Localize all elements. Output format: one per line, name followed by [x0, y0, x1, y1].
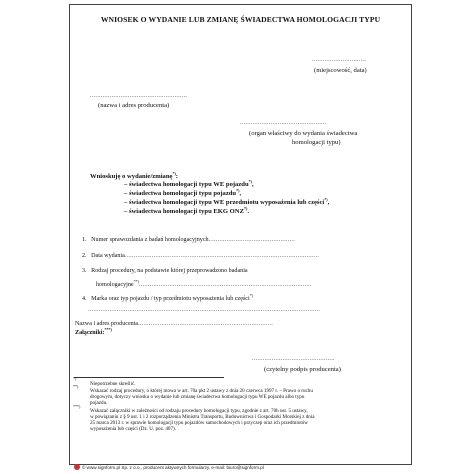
option-punct: , [327, 199, 330, 206]
footnote-mark-text: ***) [73, 404, 81, 409]
field-number: 2. [82, 253, 87, 259]
field-issue-date[interactable] [82, 253, 319, 259]
field-make-type [82, 293, 254, 302]
field-report-number[interactable] [82, 237, 295, 243]
footnote-3-line4: wyposażenia lub części (Dz. U. poz. 407). [90, 426, 176, 432]
producer-caption: (nazwa i adres producenta) [98, 102, 170, 109]
producer-address-dots[interactable]: ........................................................................... [138, 321, 274, 327]
option-label: – świadectwa homologacji typu WE pojazdu [124, 181, 249, 188]
authority-caption-line1: (organ właściwy do wydania świadectwa [249, 130, 358, 137]
field-procedure-type-cont[interactable] [96, 279, 312, 288]
option-label: – świadectwa homologacji typu pojazdu [124, 190, 237, 197]
place-date-caption: (miejscowość, data) [314, 67, 367, 74]
field-label: Rodzaj procedury, na podstawie której przeprowadzono badania [91, 268, 248, 274]
attachments-label [75, 327, 112, 336]
option-mark: *) [248, 179, 252, 184]
signature-caption: (czytelny podpis producenta) [264, 366, 341, 373]
make-type-dotted-line[interactable]: ................................................................................................................................. [88, 307, 321, 313]
request-option-we-vehicle[interactable] [124, 181, 254, 188]
footnote-3-line3: 25 marca 2013 r. w sprawie homologacji typu pojazdów samochodowych i przyczep oraz ich przedmiotów [90, 420, 308, 426]
field-label: homologacyjne [96, 282, 134, 288]
signform-logo-icon [74, 464, 80, 470]
footnote-divider [74, 377, 224, 378]
authority-caption-line2: homologacji typu) [292, 139, 341, 146]
option-punct: , [239, 190, 242, 197]
field-procedure-type [82, 268, 248, 274]
field-mark: *) [249, 293, 254, 298]
footnote-3-line1: Wskazać załączniki w zależności od rodzaju procedury homologacji typu, zgodnie z art. 70h ust. 5 ustawy, [90, 408, 308, 414]
producer-address-label: Nazwa i adres producenta [75, 321, 139, 327]
footnote-mark [73, 404, 81, 413]
option-punct: , [251, 181, 254, 188]
attachments-text: Załączniki: [75, 330, 105, 336]
footnote-3-line2: w powiązaniu z § 9 ust. 1 i 2 rozporządzenia Ministra Transportu, Budownictwa i Gospodarki Morskiej z dnia [90, 414, 315, 420]
footnote-mark-text: *) [73, 376, 77, 381]
option-mark: *) [236, 188, 240, 193]
option-label: – świadectwa homologacji typu WE przedmiotu wyposażenia lub części [124, 199, 325, 206]
field-number: 3. [82, 268, 87, 274]
form-title: WNIOSEK O WYDANIE LUB ZMIANĘ ŚWIADECTWA HOMOLOGACJI TYPU [100, 15, 381, 24]
field-number: 1. [82, 237, 87, 243]
signature-dotted-line[interactable]: .............................................. [252, 356, 335, 362]
footer-text: © www.signform.pl Sp. z o.o., producent aktywnych formularzy, e-mail: biuro@signform.pl [82, 465, 264, 470]
field-mark: **) [133, 279, 139, 284]
request-heading-colon: : [175, 173, 178, 180]
request-option-vehicle[interactable] [124, 190, 241, 197]
request-option-we-equipment[interactable] [124, 199, 329, 206]
place-date-dotted-line[interactable]: .............................. [312, 57, 366, 63]
option-mark: *) [243, 206, 248, 211]
footnote-2-line2: drogowym, dotyczy wniosku o wydanie lub zmianę świadectwa homologacji typu WE pojazdu albo typu [90, 394, 305, 400]
footnote-2-line3: pojazdu. [90, 400, 108, 406]
attachments-mark: ***) [104, 327, 112, 332]
footnote-1: Niepotrzebne skreślić. [90, 381, 136, 387]
producer-dotted-line[interactable]: ...................................................... [90, 93, 188, 99]
option-mark: *) [324, 197, 328, 202]
request-option-ekg-onz[interactable] [124, 208, 249, 215]
authority-dotted-line[interactable]: ................................................ [240, 120, 327, 126]
field-dotted-line[interactable]: ............................................................................................................ [124, 253, 320, 259]
footnote-mark [73, 384, 79, 393]
field-label: Data wydania [91, 253, 125, 259]
field-label: Numer sprawozdania z badań homologacyjnych [91, 237, 209, 243]
form-page [69, 4, 412, 465]
option-punct: . [247, 208, 249, 215]
request-heading-text: Wnioskuję o wydanie/zmianę [90, 173, 173, 180]
field-number: 4. [82, 296, 87, 302]
request-heading-mark: *) [172, 171, 176, 176]
field-dotted-line[interactable]: ................................................ [208, 237, 295, 243]
field-dotted-line[interactable]: ................................................................................................ [138, 282, 312, 288]
request-heading [90, 173, 178, 180]
page-footer [74, 464, 264, 470]
footnote-2-line1: Wskazać rodzaj procedury, o której mowa w art. 70a pkt 2 ustawy z dnia 20 czerwca 1997 r. – Prawo o ruchu [90, 388, 313, 394]
option-label: – świadectwa homologacji typu EKG ONZ [124, 208, 244, 215]
footnote-mark-text: **) [73, 384, 79, 389]
field-label: Marka oraz typ pojazdu / typ przedmiotu wyposażenia lub części [91, 296, 250, 302]
